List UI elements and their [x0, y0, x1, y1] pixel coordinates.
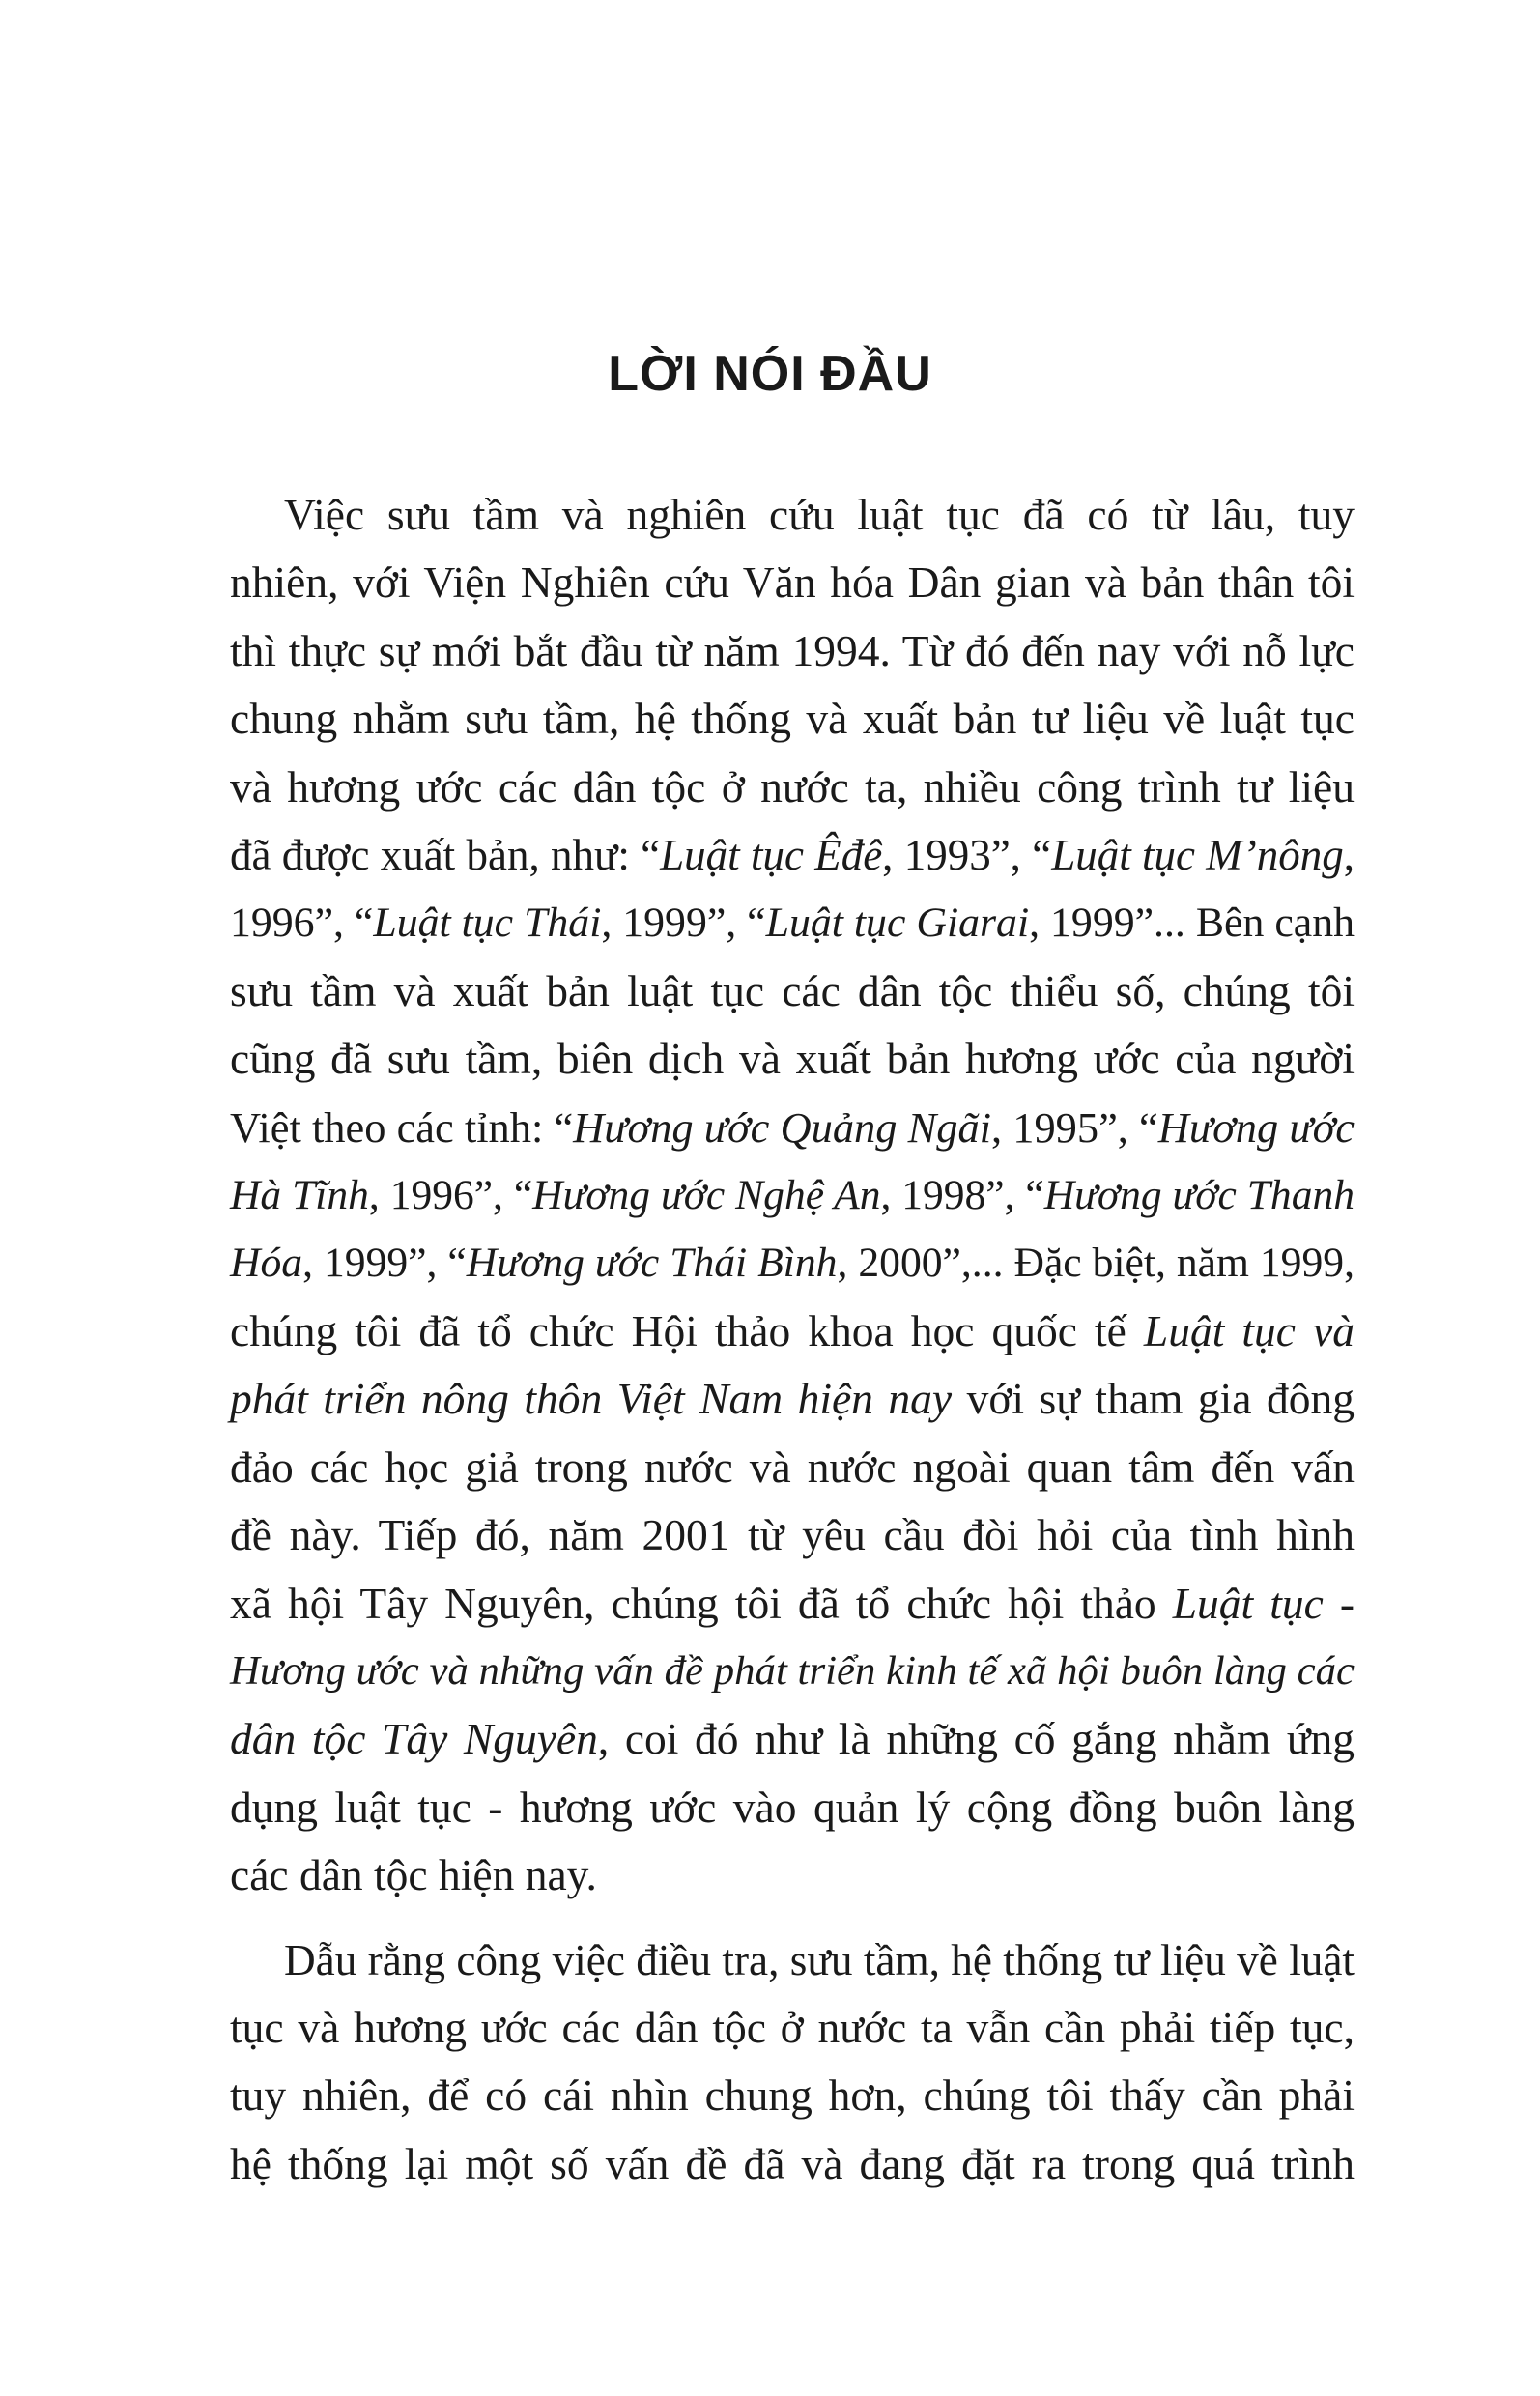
text-run: , coi đó như là những cố gắng nhằm ứng [597, 1714, 1355, 1764]
text-run: , 1993”, “ [882, 831, 1052, 880]
text-run: , 1999”, “ [601, 899, 766, 947]
text-line [230, 1434, 1355, 1501]
italic-text: Luật tục Giarai [765, 899, 1030, 947]
text-run: sưu tầm và xuất bản luật tục các dân tộc thiểu số, chúng tôi [230, 965, 1355, 1015]
text-run: và hương ước các dân tộc ở nước ta, nhiều công trình tư liệu [230, 761, 1355, 812]
text-run: đã được xuất bản, như: “ [230, 831, 661, 880]
italic-text: Hương ước Thanh [1043, 1172, 1355, 1219]
text-line [230, 617, 1355, 685]
text-line [230, 549, 1355, 616]
text-run: , 2000”,... Đặc biệt, năm 1999, [837, 1240, 1355, 1287]
text-run: tuy nhiên, để có cái nhìn chung hơn, chúng tôi thấy cần phải [230, 2070, 1355, 2121]
text-run: dụng luật tục - hương ước vào quản lý cộng đồng buôn làng [230, 1782, 1355, 1832]
text-line [230, 1926, 1355, 1994]
text-run: , 1998”, “ [880, 1172, 1044, 1219]
text-run: tục và hương ước các dân tộc ở nước ta vẫn cần phải tiếp tục, [230, 2002, 1355, 2052]
italic-text: Hương ước [1157, 1102, 1355, 1152]
text-line [230, 1774, 1355, 1841]
text-line [230, 754, 1355, 821]
text-line [230, 1570, 1355, 1638]
text-run: cũng đã sưu tầm, biên dịch và xuất bản hương ước của người [230, 1034, 1355, 1084]
text-line [230, 1705, 1355, 1773]
text-run: nhiên, với Viện Nghiên cứu Văn hóa Dân gian và bản thân tôi [230, 557, 1355, 608]
text-run: Việc sưu tầm và nghiên cứu luật tục đã có từ lâu, tuy [284, 490, 1355, 539]
text-line [230, 1501, 1355, 1569]
text-line [230, 1298, 1355, 1365]
italic-text: phát triển nông thôn Việt Nam hiện nay [230, 1374, 953, 1424]
paragraph [230, 481, 1355, 1910]
text-line [230, 685, 1355, 753]
italic-text: Hà Tĩnh [230, 1172, 369, 1219]
text-line [230, 1161, 1355, 1229]
text-run: các dân tộc hiện nay. [230, 1850, 597, 1900]
text-run: hệ thống lại một số vấn đề đã và đang đặt ra trong quá trình [230, 2138, 1355, 2188]
italic-text: Luật tục và [1143, 1305, 1355, 1355]
text-line [230, 1994, 1355, 2062]
text-line [230, 1025, 1355, 1093]
italic-text: Luật tục Êđê [660, 831, 883, 880]
text-line [230, 889, 1355, 956]
text-run: , 1999”, “ [302, 1240, 467, 1287]
text-run: , 1995”, “ [991, 1102, 1158, 1152]
italic-text: Hương ước và những vấn đề phát triển kinh tế xã hội buôn làng các [230, 1647, 1355, 1694]
text-run: 1996”, “ [230, 899, 374, 947]
text-run: xã hội Tây Nguyên, chúng tôi đã tổ chức hội thảo [230, 1578, 1173, 1628]
italic-text: Hương ước Thái Bình [466, 1240, 838, 1287]
text-run: thì thực sự mới bắt đầu từ năm 1994. Từ đó đến nay với nỗ lực [230, 625, 1355, 675]
italic-text: dân tộc Tây Nguyên [230, 1714, 598, 1764]
text-run: với sự tham gia đông [952, 1374, 1355, 1424]
italic-text: Luật tục M’nông [1051, 831, 1344, 880]
text-line [230, 821, 1355, 889]
text-line [230, 1638, 1355, 1705]
text-line [230, 957, 1355, 1025]
text-line [230, 2062, 1355, 2129]
text-line [230, 1841, 1355, 1909]
text-run: Việt theo các tỉnh: “ [230, 1102, 574, 1152]
italic-text: Hóa [230, 1240, 303, 1287]
text-run: , 1999”... Bên cạnh [1029, 899, 1355, 947]
body-text [230, 481, 1355, 2198]
page-title: LỜI NÓI ĐẦU [608, 346, 932, 402]
paragraph [230, 1926, 1355, 2199]
text-run: đề này. Tiếp đó, năm 2001 từ yêu cầu đòi hỏi của tình hình [230, 1510, 1355, 1560]
text-run: chúng tôi đã tổ chức Hội thảo khoa học quốc tế [230, 1305, 1144, 1355]
italic-text: Hương ước Quảng Ngãi [573, 1102, 991, 1152]
italic-text: Luật tục Thái [373, 899, 602, 947]
text-line [230, 2130, 1355, 2198]
text-run: Dẫu rằng công việc điều tra, sưu tầm, hệ thống tư liệu về luật [284, 1935, 1355, 1984]
text-line [230, 1365, 1355, 1433]
text-run: , [1343, 831, 1355, 880]
text-line [230, 1229, 1355, 1297]
text-run: , 1996”, “ [368, 1172, 533, 1219]
italic-text: Luật tục - [1172, 1578, 1355, 1628]
italic-text: Hương ước Nghệ An [532, 1172, 881, 1219]
text-run: đảo các học giả trong nước và nước ngoài quan tâm đến vấn [230, 1441, 1355, 1492]
text-line [230, 1094, 1355, 1161]
text-line [230, 481, 1355, 549]
text-run: chung nhằm sưu tầm, hệ thống và xuất bản tư liệu về luật tục [230, 694, 1355, 744]
